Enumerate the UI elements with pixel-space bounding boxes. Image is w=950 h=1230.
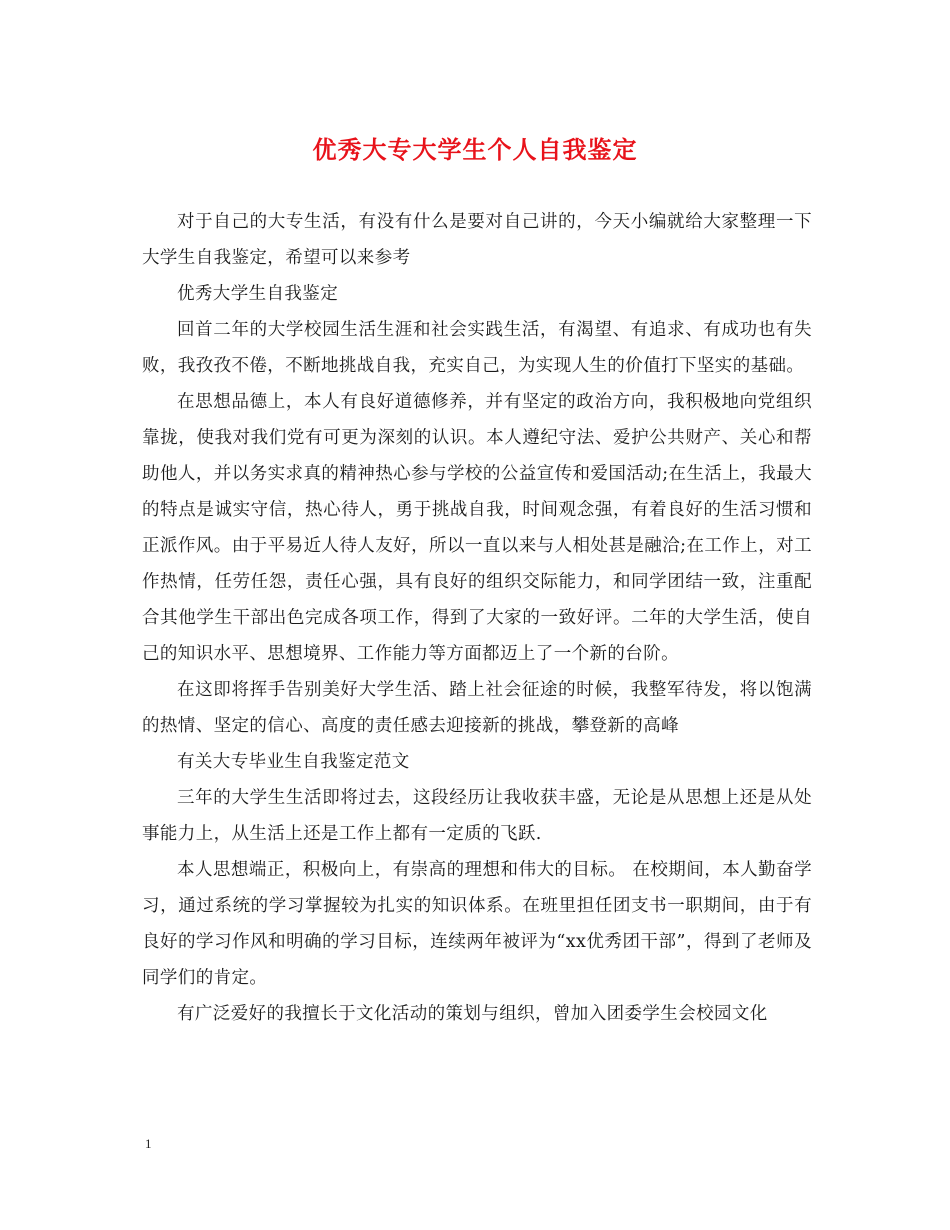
body-paragraph: 在这即将挥手告别美好大学生活、踏上社会征途的时候，我整军待发，将以饱满的热情、坚定的信心、高度的责任感去迎接新的挑战，攀登新的高峰 bbox=[142, 680, 812, 736]
body-paragraph: 在思想品德上，本人有良好道德修养，并有坚定的政治方向，我积极地向党组织靠拢，使我对我们党有可更为深刻的认识。本人遵纪守法、爱护公共财产、关心和帮助他人，并以务实求真的精神热心参与学校的公益宣传和爱国活动;在生活上，我最大的特点是诚实守信，热心待人，勇于挑战自我，时间观念强，有着良好的生活习惯和正派作风。由于平易近人待人友好，所以一直以来与人相处甚是融洽;在工作上，对工作热情，任劳任怨，责任心强，具有良好的组织交际能力，和同学团结一致，注重配合其他学生干部出色完成各项工作，得到了大家的一致好评。二年的大学生活，使自己的知识水平、思想境界、工作能力等方面都迈上了一个新的台阶。 bbox=[142, 392, 812, 664]
body-paragraph: 回首二年的大学校园生活生涯和社会实践生活，有渴望、有追求、有成功也有失败，我孜孜不倦，不断地挑战自我，充实自己，为实现人生的价值打下坚实的基础。 bbox=[142, 320, 812, 376]
page-number: 1 bbox=[145, 1136, 152, 1151]
body-paragraph: 有广泛爱好的我擅长于文化活动的策划与组织，曾加入团委学生会校园文化 bbox=[177, 1004, 768, 1024]
section-heading: 优秀大学生自我鉴定 bbox=[177, 284, 339, 304]
document-body bbox=[142, 204, 812, 1032]
section-heading: 有关大专毕业生自我鉴定范文 bbox=[177, 752, 410, 772]
document-title: 优秀大专大学生个人自我鉴定 bbox=[312, 136, 638, 164]
body-paragraph: 三年的大学生生活即将过去，这段经历让我收获丰盛，无论是从思想上还是从处事能力上，从生活上还是工作上都有一定质的飞跃. bbox=[142, 788, 812, 844]
body-paragraph: 本人思想端正，积极向上，有崇高的理想和伟大的目标。 在校期间，本人勤奋学习，通过系统的学习掌握较为扎实的知识体系。在班里担任团支书一职期间，由于有良好的学习作风和明确的学习目标，连续两年被评为“xx优秀团干部”，得到了老师及同学们的肯定。 bbox=[142, 860, 812, 988]
intro-paragraph: 对于自己的大专生活，有没有什么是要对自己讲的，今天小编就给大家整理一下大学生自我鉴定，希望可以来参考 bbox=[142, 212, 812, 268]
